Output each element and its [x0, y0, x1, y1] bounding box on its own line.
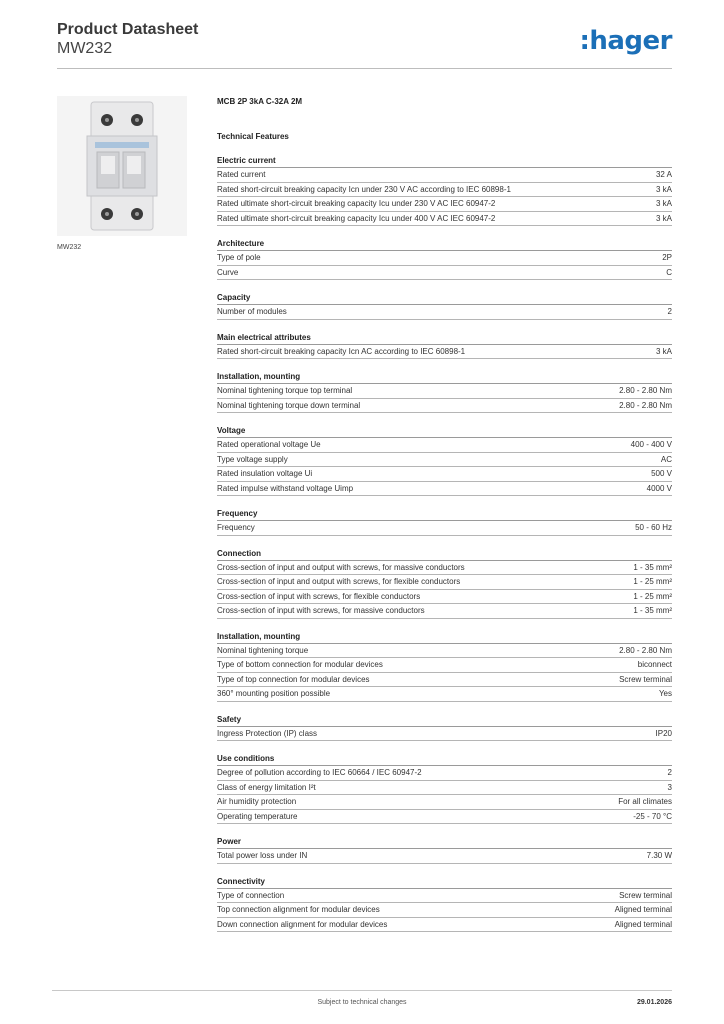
page-title: Product Datasheet [57, 21, 199, 38]
spec-label: Cross-section of input and output with screws, for massive conductors [217, 562, 465, 572]
spec-row [217, 384, 672, 399]
section-title: Safety [217, 714, 672, 727]
spec-value: 500 V [651, 469, 672, 478]
spec-section [217, 332, 672, 360]
spec-row [217, 918, 672, 933]
spec-value: Aligned terminal [614, 905, 672, 914]
spec-section [217, 876, 672, 933]
spec-section [217, 292, 672, 320]
spec-row [217, 251, 672, 266]
spec-section [217, 836, 672, 864]
spec-label: 360° mounting position possible [217, 689, 331, 698]
spec-row [217, 781, 672, 796]
spec-label: Cross-section of input with screws, for flexible conductors [217, 591, 421, 601]
spec-value: Aligned terminal [614, 919, 672, 929]
datasheet-content [217, 96, 672, 932]
spec-row [217, 658, 672, 673]
spec-value: 1 - 25 mm² [633, 591, 672, 601]
spec-row [217, 766, 672, 781]
section-title: Architecture [217, 238, 672, 251]
section-title: Installation, mounting [217, 371, 672, 384]
spec-value: 3 kA [655, 213, 672, 223]
section-title: Connection [217, 548, 672, 561]
spec-row [217, 212, 672, 227]
image-caption: MW232 [57, 244, 82, 251]
spec-row [217, 604, 672, 619]
technical-features-heading: Technical Features [217, 132, 289, 141]
spec-label: Type of bottom connection for modular devices [217, 660, 383, 669]
spec-label: Rated short-circuit breaking capacity Icn under 230 V AC according to IEC 60898-1 [217, 184, 511, 194]
spec-label: Air humidity protection [217, 797, 297, 806]
product-code: MW232 [57, 40, 113, 57]
spec-label: Nominal tightening torque top terminal [217, 386, 353, 395]
spec-value: 1 - 35 mm² [633, 606, 672, 615]
spec-value: 3 kA [655, 199, 672, 208]
spec-label: Top connection alignment for modular devices [217, 905, 380, 914]
spec-label: Degree of pollution according to IEC 60664 / IEC 60947-2 [217, 768, 422, 777]
spec-label: Total power loss under IN [217, 851, 308, 860]
section-title: Electric current [217, 155, 672, 168]
spec-label: Type of top connection for modular devices [217, 674, 370, 684]
spec-value: 7.30 W [646, 851, 672, 860]
product-name: MCB 2P 3kA C-32A 2M [217, 97, 303, 106]
spec-label: Frequency [217, 523, 255, 532]
spec-value: -25 - 70 °C [633, 811, 672, 821]
spec-value: Screw terminal [619, 890, 672, 900]
section-title: Use conditions [217, 753, 672, 766]
spec-label: Nominal tightening torque [217, 645, 309, 655]
spec-row [217, 810, 672, 825]
spec-value: 1 - 35 mm² [633, 562, 672, 572]
header-divider [57, 68, 672, 69]
spec-section [217, 753, 672, 824]
spec-label: Operating temperature [217, 811, 298, 821]
section-title: Main electrical attributes [217, 332, 672, 345]
spec-label: Curve [217, 267, 239, 277]
spec-value: biconnect [637, 660, 672, 669]
spec-row [217, 467, 672, 482]
spec-value: Yes [658, 689, 672, 698]
spec-row [217, 399, 672, 414]
spec-row [217, 438, 672, 453]
spec-label: Rated ultimate short-circuit breaking capacity Icu under 400 V AC IEC 60947-2 [217, 213, 496, 223]
spec-section [217, 714, 672, 742]
spec-label: Number of modules [217, 307, 287, 316]
spec-label: Type voltage supply [217, 454, 288, 464]
section-title: Connectivity [217, 876, 672, 889]
spec-row [217, 266, 672, 281]
spec-value: AC [660, 454, 672, 464]
spec-label: Type of pole [217, 253, 261, 262]
spec-value: 3 kA [655, 346, 672, 356]
spec-label: Down connection alignment for modular devices [217, 919, 388, 929]
spec-value: 3 [667, 782, 672, 792]
spec-row [217, 305, 672, 320]
spec-section [217, 548, 672, 619]
spec-row [217, 183, 672, 198]
spec-section [217, 371, 672, 413]
spec-row [217, 795, 672, 810]
spec-label: Rated short-circuit breaking capacity Icn AC according to IEC 60898-1 [217, 346, 466, 356]
spec-row [217, 521, 672, 536]
spec-row [217, 168, 672, 183]
footer-date: 29.01.2026 [636, 999, 672, 1006]
product-image [57, 96, 187, 236]
spec-row [217, 687, 672, 702]
spec-value: 3 kA [655, 184, 672, 194]
spec-row [217, 561, 672, 576]
spec-row [217, 590, 672, 605]
spec-label: Rated impulse withstand voltage Uimp [217, 483, 354, 493]
section-title: Power [217, 836, 672, 849]
spec-row [217, 575, 672, 590]
spec-row [217, 453, 672, 468]
spec-sections [217, 155, 672, 932]
spec-value: 1 - 25 mm² [633, 577, 672, 586]
spec-value: IP20 [655, 728, 672, 738]
spec-value: 50 - 60 Hz [635, 523, 672, 532]
spec-row [217, 644, 672, 659]
spec-label: Ingress Protection (IP) class [217, 728, 318, 738]
spec-label: Rated operational voltage Ue [217, 440, 321, 449]
spec-section [217, 155, 672, 226]
spec-label: Rated ultimate short-circuit breaking capacity Icu under 230 V AC IEC 60947-2 [217, 199, 496, 208]
spec-label: Type of connection [217, 890, 285, 900]
spec-value: 2.80 - 2.80 Nm [619, 645, 672, 655]
spec-label: Rated current [217, 170, 266, 179]
footer-note: Subject to technical changes [317, 999, 407, 1006]
spec-row [217, 482, 672, 497]
spec-label: Class of energy limitation I²t [217, 782, 316, 792]
circuit-breaker-image [57, 96, 187, 236]
section-title: Installation, mounting [217, 631, 672, 644]
spec-value: 2.80 - 2.80 Nm [619, 400, 672, 410]
spec-value: 4000 V [646, 483, 672, 493]
spec-value: 2 [667, 307, 672, 316]
spec-row [217, 197, 672, 212]
spec-section [217, 238, 672, 280]
spec-value: C [666, 267, 672, 277]
spec-row [217, 673, 672, 688]
section-title: Frequency [217, 508, 672, 521]
spec-value: For all climates [618, 797, 672, 806]
footer-divider [52, 990, 672, 991]
spec-value: 2P [662, 253, 672, 262]
spec-section [217, 631, 672, 702]
spec-row [217, 727, 672, 742]
hager-logo: :hager [579, 26, 672, 56]
spec-value: 400 - 400 V [630, 440, 672, 449]
page-header [57, 20, 672, 58]
spec-section [217, 508, 672, 536]
spec-row [217, 903, 672, 918]
spec-label: Cross-section of input and output with screws, for flexible conductors [217, 577, 461, 586]
spec-section [217, 425, 672, 496]
spec-value: 2.80 - 2.80 Nm [619, 386, 672, 395]
spec-value: 2 [667, 768, 672, 777]
spec-label: Rated insulation voltage Ui [217, 469, 313, 478]
section-title: Voltage [217, 425, 672, 438]
spec-row [217, 889, 672, 904]
spec-row [217, 849, 672, 864]
section-title: Capacity [217, 292, 672, 305]
spec-value: 32 A [655, 170, 672, 179]
spec-label: Nominal tightening torque down terminal [217, 400, 361, 410]
spec-value: Screw terminal [619, 674, 672, 684]
spec-label: Cross-section of input with screws, for massive conductors [217, 606, 425, 615]
spec-row [217, 345, 672, 360]
